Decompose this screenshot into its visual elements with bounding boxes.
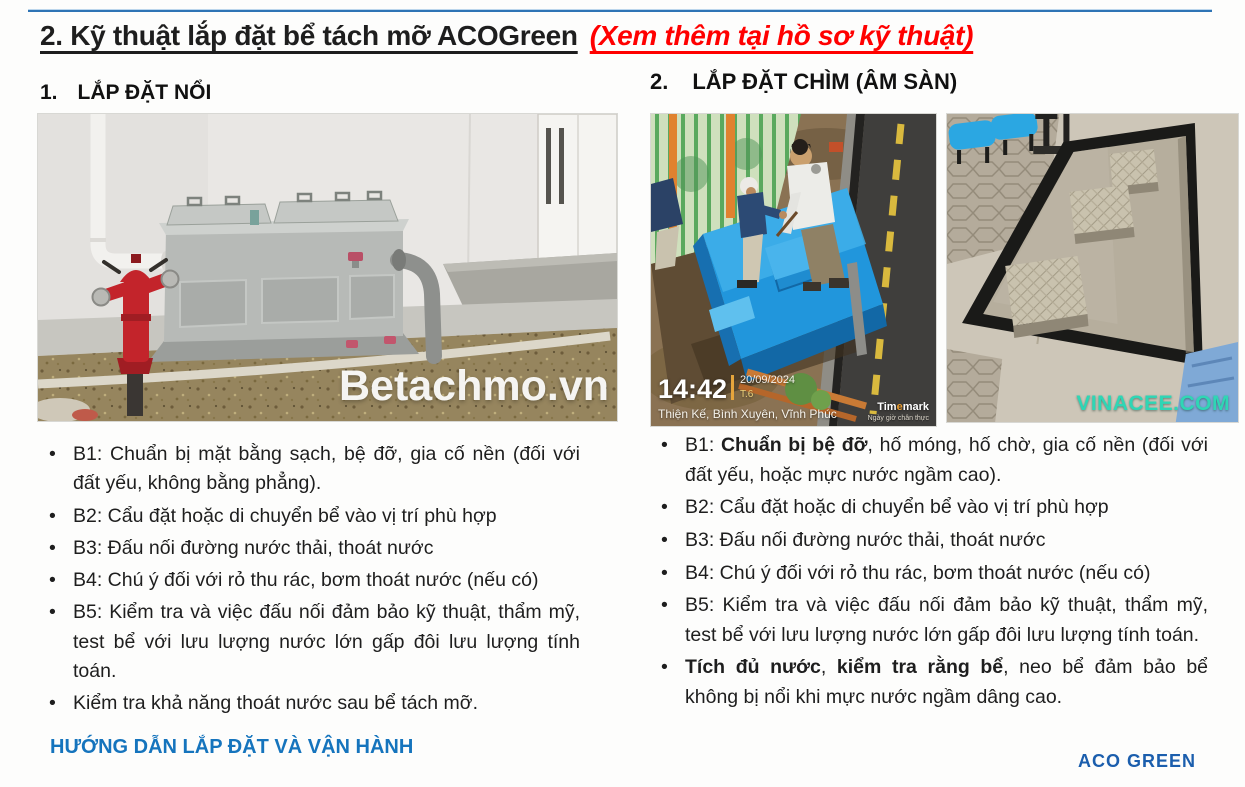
bullet-item	[652, 653, 1208, 712]
bullet-text: B2: Cẩu đặt hoặc di chuyển bể vào vị trí phù hợp	[685, 496, 1109, 519]
photo-surface-install	[37, 113, 618, 422]
section-label: LẮP ĐẶT NỔI	[77, 81, 212, 104]
section-label: LẮP ĐẶT CHÌM (ÂM SÀN)	[692, 69, 958, 94]
footer-brand: ACO GREEN	[1078, 751, 1197, 771]
bullet-item	[652, 493, 1208, 523]
bullet-text: ,	[820, 656, 837, 679]
bullet-item	[40, 566, 580, 595]
grease-trap-tank	[148, 192, 419, 362]
photo-sunken-scene	[947, 114, 1238, 422]
bullet-text: B3: Đấu nối đường nước thải, thoát nước	[73, 536, 434, 559]
bullet-item	[652, 591, 1208, 650]
top-divider-rule	[28, 9, 1212, 12]
bullet-item	[652, 526, 1208, 556]
bullet-text: kiểm tra rằng bể	[836, 656, 1004, 679]
timestamp-date: 20/09/2024	[740, 374, 796, 386]
bullet-text: B4: Chú ý đối với rỏ thu rác, bơm thoát nước (nếu có)	[685, 561, 1151, 584]
bullet-item	[40, 598, 580, 686]
paver-area-bottom	[947, 349, 1002, 422]
bullet-text: , neo bể đảm bảo bể không bị nổi khi mực nước ngầm dâng cao.	[685, 656, 1209, 708]
watermark-betachmo: Betachmo.vn	[338, 362, 609, 410]
bullet-text: B1: Chuẩn bị mặt bằng sạch, bệ đỡ, gia cố nền (đối với đất yếu, không bằng phẳng).	[73, 443, 580, 495]
bullet-text: B5: Kiểm tra và việc đấu nối đảm bảo kỹ thuật, thẩm mỹ, test bể với lưu lượng nước lớn gấp đôi lưu lượng tính toán.	[685, 594, 1208, 646]
bullet-text: Chuẩn bị bệ đỡ	[720, 434, 868, 456]
timemark-logo-pre: Tim	[877, 401, 897, 413]
photo-pit-scene	[651, 114, 936, 426]
bullet-text: B4: Chú ý đối với rỏ thu rác, bơm thoát nước (nếu có)	[73, 569, 539, 591]
bullet-item	[652, 559, 1208, 589]
page-title	[40, 20, 973, 52]
watermark-vinacee: VINACEE.COM	[1076, 392, 1230, 415]
timestamp-location: Thiện Kế, Bình Xuyên, Vĩnh Phúc	[658, 407, 837, 421]
timestamp-time: 14:42	[658, 374, 728, 404]
bullet-text: Tích đủ nước	[685, 656, 821, 679]
bullet-text: Kiểm tra khả năng thoát nước sau bể tách mỡ.	[73, 692, 479, 714]
timemark-slogan: Ngày giờ chân thực	[867, 415, 929, 422]
photo-pit-install	[650, 113, 937, 427]
bullet-item	[40, 689, 580, 718]
page-title-note: (Xem thêm tại hồ sơ kỹ thuật)	[589, 20, 974, 51]
double-door	[538, 114, 617, 269]
photo-surface-scene	[38, 114, 617, 421]
bullet-text: , hố móng, hố chờ, gia cố nền (đối với đất yếu, hoặc mực nước ngầm cao).	[685, 434, 1209, 486]
section-number: 1.	[40, 81, 58, 104]
section-heading-sunken	[650, 69, 957, 95]
bullet-text: B5: Kiểm tra và việc đấu nối đảm bảo kỹ thuật, thẩm mỹ, test bể với lưu lượng nước lớn gấp đôi lưu lượng tính toán.	[73, 601, 580, 682]
bullet-item	[652, 431, 1208, 490]
bullet-list-sunken	[652, 431, 1208, 716]
bullet-text: B1:	[685, 434, 721, 456]
bullet-item	[40, 502, 580, 531]
timestamp-weekday: T.6	[740, 389, 754, 400]
photo-sunken-finished	[946, 113, 1239, 423]
page-title-main: 2. Kỹ thuật lắp đặt bể tách mỡ ACOGreen	[40, 20, 578, 51]
section-heading-surface	[40, 81, 211, 105]
section-number: 2.	[650, 69, 669, 94]
bullet-list-surface	[40, 440, 580, 721]
bullet-text: B2: Cẩu đặt hoặc di chuyển bể vào vị trí phù hợp	[73, 504, 497, 527]
timemark-logo-post: mark	[902, 401, 929, 413]
bullet-item	[40, 440, 580, 499]
footer-title: HƯỚNG DẪN LẮP ĐẶT VÀ VẬN HÀNH	[50, 736, 414, 758]
bullet-text: B3: Đấu nối đường nước thải, thoát nước	[685, 528, 1046, 551]
timemark-logo-accent: e	[896, 401, 903, 413]
bullet-item	[40, 534, 580, 563]
